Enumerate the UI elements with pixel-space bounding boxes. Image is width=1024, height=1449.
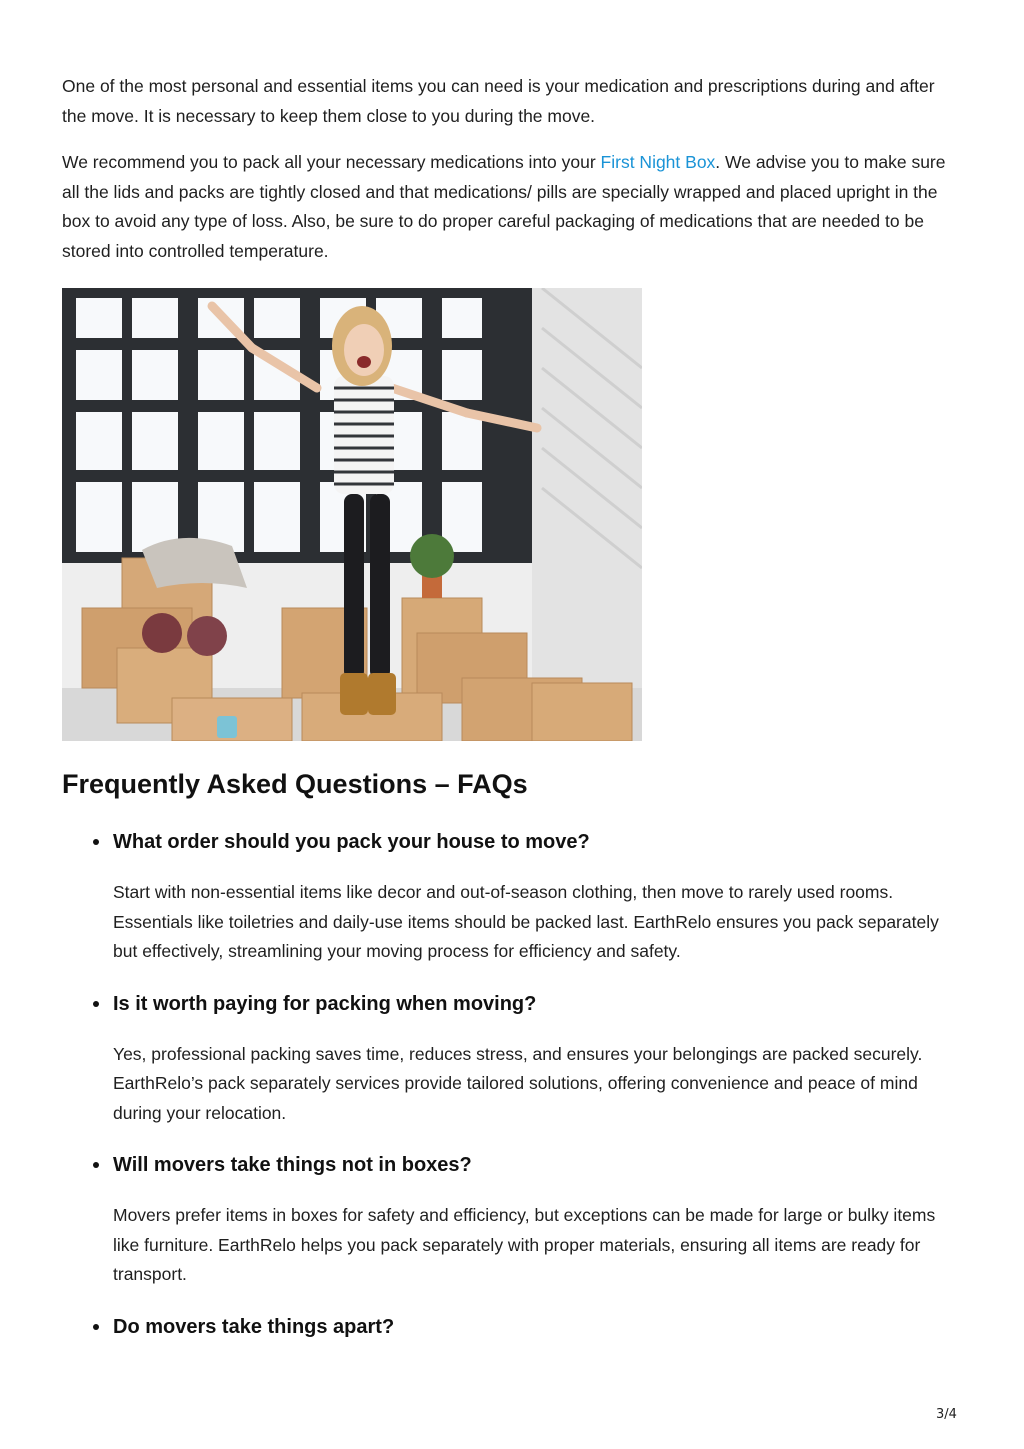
faq-answer: Start with non-essential items like decor and out-of-season clothing, then move to rarely used rooms. Essentials like toiletries and daily-use items should be packed last. EarthRelo ensures you pack separately but effectively, streamlining your moving process for efficiency and safety. [113,882,939,961]
faq-item [62,1152,962,1290]
faq-answer: Movers prefer items in boxes for safety and efficiency, but exceptions can be made for large or bulky items like furniture. EarthRelo helps you pack separately with proper materials, ensuring all items are ready for transport. [113,1205,936,1284]
bullet-icon [93,839,99,845]
bullet-icon [93,1001,99,1007]
first-night-box-link[interactable]: First Night Box [600,152,716,172]
faq-title: Frequently Asked Questions – FAQs [62,769,528,799]
faq-item [62,1314,962,1340]
faq-list [62,829,962,1340]
document-page [62,72,962,1340]
faq-item [62,829,962,967]
faq-question: Is it worth paying for packing when moving? [113,992,537,1015]
bullet-icon [93,1162,99,1168]
faq-item [62,991,962,1129]
moving-woman-photo [62,288,642,741]
faq-question: What order should you pack your house to move? [113,831,590,853]
faq-question: Do movers take things apart? [113,1315,395,1338]
intro-paragraph-2 [62,148,962,266]
page-number: 3/4 [936,1407,957,1422]
faq-question: Will movers take things not in boxes? [113,1154,472,1176]
faq-answer: Yes, professional packing saves time, reduces stress, and ensures your belongings are packed securely. EarthRelo’s pack separately services provide tailored solutions, offering convenience and peace of mind during your relocation. [113,1043,923,1123]
intro-paragraph-1: One of the most personal and essential items you can need is your medication and prescriptions during and after the move. It is necessary to keep them close to you during the move. [62,76,935,126]
bullet-icon [93,1324,99,1330]
intro-paragraph-2-end: . We advise you to make sure all the lids and packs are tightly closed and that medications/ pills are specially wrapped and placed upright in the box to avoid any type of loss. Also, be sure to do proper careful packaging of medications that are needed to be stored into controlled temperature. [62,152,946,261]
intro-paragraph-2-start: We recommend you to pack all your necessary medications into your [62,152,601,172]
